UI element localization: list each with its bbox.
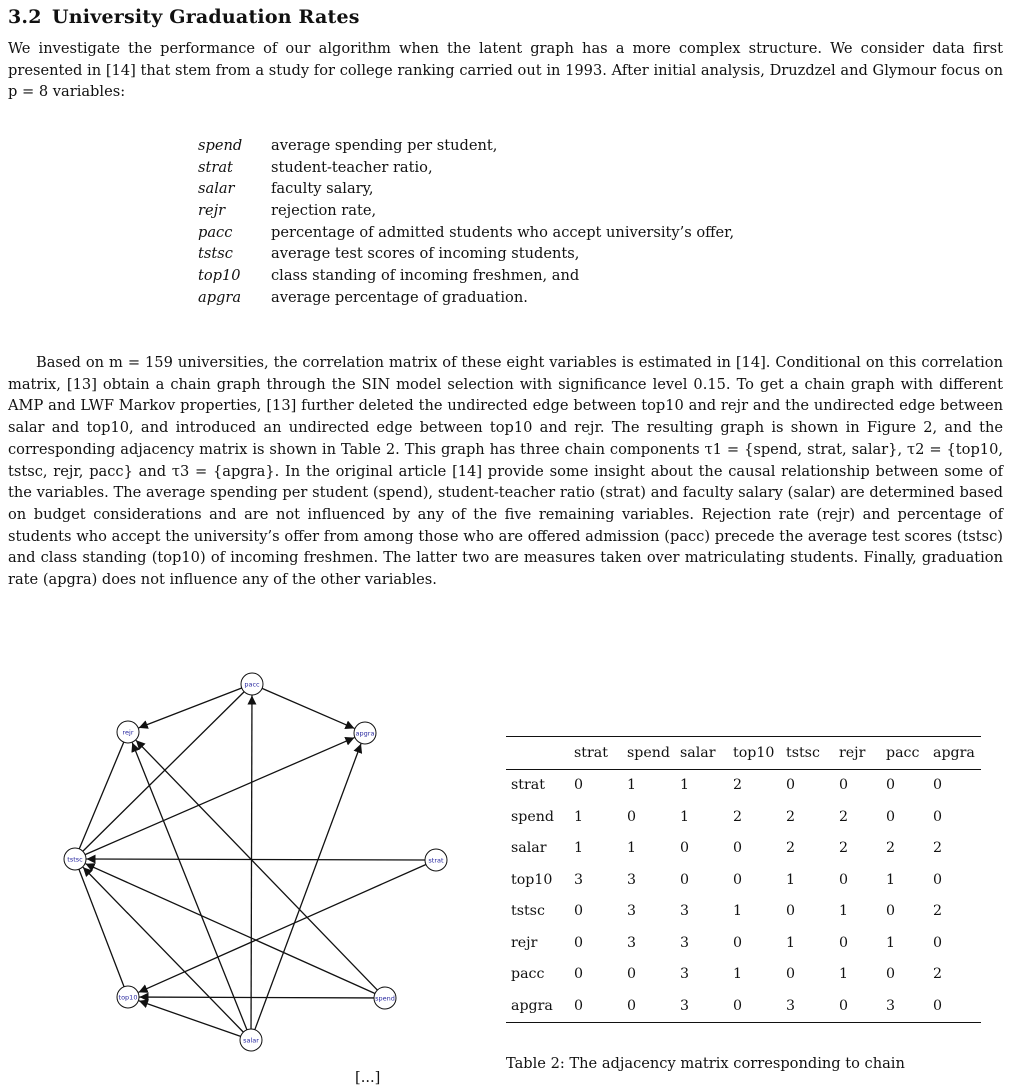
table-cell: 2	[933, 966, 943, 983]
row-header: rejr	[511, 934, 538, 951]
row-header: apgra	[511, 997, 553, 1014]
intro-paragraph: We investigate the performance of our algorithm when the latent graph has a more complex structure. We consider data first presented in [14] that stem from a study for college ranking carried out in 1993. After initial analysis, Druzdzel and Glymour focus on p = 8 variables:	[8, 40, 1003, 101]
table-cell: 0	[733, 871, 743, 888]
table-cell: 1	[574, 808, 584, 825]
table-cell: 0	[680, 871, 690, 888]
variable-row	[198, 265, 734, 287]
table-cell: 3	[680, 934, 690, 951]
variable-description: average test scores of incoming students,	[271, 245, 580, 263]
column-header: top10	[728, 737, 781, 770]
table-cell: 2	[886, 840, 896, 857]
node-label: salar	[243, 1036, 259, 1045]
table-row	[506, 801, 981, 833]
variable-name: top10	[198, 267, 241, 285]
directed-edge-salar-apgra	[255, 744, 361, 1030]
variable-description: class standing of incoming freshmen, and	[271, 267, 580, 285]
variable-description: average percentage of graduation.	[271, 288, 528, 306]
table-cell: 3	[886, 997, 896, 1014]
table-cell: 2	[786, 840, 796, 857]
node-label: pacc	[244, 680, 260, 689]
variable-row	[198, 222, 734, 244]
table-cell: 2	[839, 808, 849, 825]
table-cell: 0	[886, 808, 896, 825]
directed-edge-salar-pacc	[251, 695, 252, 1029]
node-layer	[64, 673, 447, 1051]
column-header: pacc	[881, 737, 928, 770]
body-paragraph: Based on m = 159 universities, the correlation matrix of these eight variables is estimated in [14]. Conditional on this correlation matrix, [13] obtain a chain graph through the SIN model selection with significance level 0.15. To get a chain graph with different AMP and LWF Markov properties, [13] further deleted the undirected edge between top10 and rejr and the undirected edge between salar and top10, and introduced an undirected edge between top10 and rejr. The resulting graph is shown in Figure 2, and the corresponding adjacency matrix is shown in Table 2. This graph has three chain components τ1 = {spend, strat, salar}, τ2 = {top10, tstsc, rejr, pacc} and τ3 = {apgra}. In the original article [14] provide some insight about the causal relationship between some of the variables. The average spending per student (spend), student-teacher ratio (strat) and faculty salary (salar) are determined based on budget considerations and are not influenced by any of the five remaining variables. Rejection rate (rejr) and percentage of students who accept the university’s offer from among those who are offered admission (pacc) precede the average test scores (tstsc) and class standing (top10) of incoming freshmen. The latter two are measures taken over matriculating students. Finally, graduation rate (apgra) does not influence any of the other variables.	[8, 354, 1003, 589]
table-cell: 0	[839, 777, 849, 794]
row-header: strat	[511, 777, 545, 794]
variable-row	[198, 157, 734, 179]
column-header: rejr	[834, 737, 881, 770]
row-header: pacc	[511, 966, 545, 983]
section-number: 3.2	[8, 6, 42, 28]
table-cell: 3	[786, 997, 796, 1014]
directed-edge-spend-top10	[139, 997, 374, 998]
table-row	[506, 990, 981, 1022]
node-label: strat	[428, 856, 444, 865]
graph-node-tstsc	[64, 848, 86, 870]
section-heading	[8, 6, 360, 28]
table-cell: 3	[574, 871, 584, 888]
table-cell: 0	[733, 934, 743, 951]
table-cell: 1	[680, 777, 690, 794]
variable-description: average spending per student,	[271, 137, 498, 154]
graph-node-spend	[374, 987, 396, 1009]
table-header-row	[506, 737, 981, 770]
variable-row	[198, 243, 734, 265]
table-cell: 0	[933, 934, 943, 951]
table-cell: 0	[786, 777, 796, 794]
table-cell: 1	[786, 934, 796, 951]
variable-name: rejr	[198, 202, 226, 220]
graph-node-pacc	[241, 673, 263, 695]
directed-edge-salar-top10	[139, 1001, 241, 1037]
table-row	[506, 896, 981, 928]
directed-edge-salar-tstsc	[83, 867, 243, 1032]
directed-edge-strat-tstsc	[86, 859, 425, 860]
variable-row	[198, 178, 734, 200]
table-cell: 0	[574, 903, 584, 920]
graph-node-apgra	[354, 722, 376, 744]
table-cell: 2	[839, 840, 849, 857]
figure-caption-fragment: [...]	[355, 1069, 381, 1086]
table-cell: 1	[680, 808, 690, 825]
table-cell: 0	[839, 997, 849, 1014]
table-cell: 0	[574, 934, 584, 951]
table-row	[506, 927, 981, 959]
table-cell: 0	[933, 777, 943, 794]
node-label: apgra	[355, 729, 375, 738]
table-row	[506, 769, 981, 801]
variable-name: spend	[198, 137, 243, 154]
table-cell: 3	[680, 966, 690, 983]
variable-name: tstsc	[198, 245, 233, 263]
table-cell: 0	[786, 903, 796, 920]
table-row	[506, 833, 981, 865]
table-cell: 0	[839, 934, 849, 951]
directed-edge-strat-top10	[139, 864, 426, 992]
table-cell: 0	[839, 871, 849, 888]
node-label: rejr	[122, 728, 134, 737]
table-cell: 2	[786, 808, 796, 825]
adjacency-table	[506, 736, 981, 1023]
table-cell: 3	[680, 997, 690, 1014]
column-header: apgra	[928, 737, 981, 770]
graph-node-strat	[425, 849, 447, 871]
row-header: salar	[511, 840, 547, 857]
table-cell: 3	[627, 871, 637, 888]
directed-edge-spend-rejr	[136, 740, 377, 990]
chain-graph-figure	[45, 668, 465, 1063]
table-cell: 1	[886, 934, 896, 951]
table-cell: 3	[680, 903, 690, 920]
table-cell: 1	[839, 903, 849, 920]
column-header: spend	[622, 737, 675, 770]
variable-name: strat	[198, 158, 233, 176]
table-cell: 1	[733, 903, 743, 920]
table-cell: 0	[574, 777, 584, 794]
table-cell: 3	[627, 934, 637, 951]
variable-row	[198, 135, 734, 157]
table-cell: 0	[786, 966, 796, 983]
table-cell: 1	[886, 871, 896, 888]
directed-edge-spend-tstsc	[85, 864, 374, 994]
table-cell: 0	[733, 997, 743, 1014]
variable-row	[198, 287, 734, 309]
table-cell: 1	[574, 840, 584, 857]
directed-edge-pacc-rejr	[139, 688, 242, 728]
table-cell: 1	[627, 777, 637, 794]
node-label: tstsc	[67, 855, 83, 864]
variable-description: rejection rate,	[271, 202, 377, 220]
table-row	[506, 864, 981, 896]
table-cell: 2	[933, 903, 943, 920]
table-cell: 1	[786, 871, 796, 888]
table-corner	[506, 737, 569, 770]
variable-list	[198, 135, 734, 309]
table-cell: 0	[627, 808, 637, 825]
column-header: strat	[569, 737, 622, 770]
variable-name: apgra	[198, 288, 242, 306]
table-cell: 0	[680, 840, 690, 857]
table-cell: 0	[933, 871, 943, 888]
node-label: top10	[118, 993, 138, 1002]
variable-description: faculty salary,	[271, 180, 374, 198]
table-cell: 1	[733, 966, 743, 983]
graph-node-rejr	[117, 721, 139, 743]
table-cell: 1	[839, 966, 849, 983]
variable-description: percentage of admitted students who accept university’s offer,	[271, 223, 735, 241]
table-cell: 0	[574, 966, 584, 983]
variable-name: salar	[198, 180, 235, 198]
table-cell: 2	[933, 840, 943, 857]
variable-name: pacc	[198, 223, 233, 241]
variable-description: student-teacher ratio,	[271, 158, 433, 176]
table-cell: 0	[627, 966, 637, 983]
table-cell: 3	[627, 903, 637, 920]
table-cell: 2	[733, 808, 743, 825]
row-header: top10	[511, 871, 553, 888]
row-header: spend	[511, 808, 554, 825]
table-cell: 1	[627, 840, 637, 857]
directed-edge-pacc-apgra	[262, 688, 354, 728]
directed-edge-tstsc-apgra	[85, 738, 354, 855]
graph-node-salar	[240, 1029, 262, 1051]
table-row	[506, 959, 981, 991]
column-header: tstsc	[781, 737, 834, 770]
table-cell: 0	[627, 997, 637, 1014]
table-cell: 0	[933, 808, 943, 825]
table-cell: 0	[886, 966, 896, 983]
graph-node-top10	[117, 986, 139, 1008]
table-caption: Table 2: The adjacency matrix corresponding to chain	[506, 1055, 905, 1072]
table-cell: 0	[933, 997, 943, 1014]
table-cell: 0	[886, 777, 896, 794]
section-title: University Graduation Rates	[52, 6, 360, 28]
table-cell: 0	[733, 840, 743, 857]
table-cell: 0	[574, 997, 584, 1014]
column-header: salar	[675, 737, 728, 770]
node-label: spend	[375, 994, 395, 1003]
variable-row	[198, 200, 734, 222]
table-cell: 0	[886, 903, 896, 920]
row-header: tstsc	[511, 903, 545, 920]
table-cell: 2	[733, 777, 743, 794]
